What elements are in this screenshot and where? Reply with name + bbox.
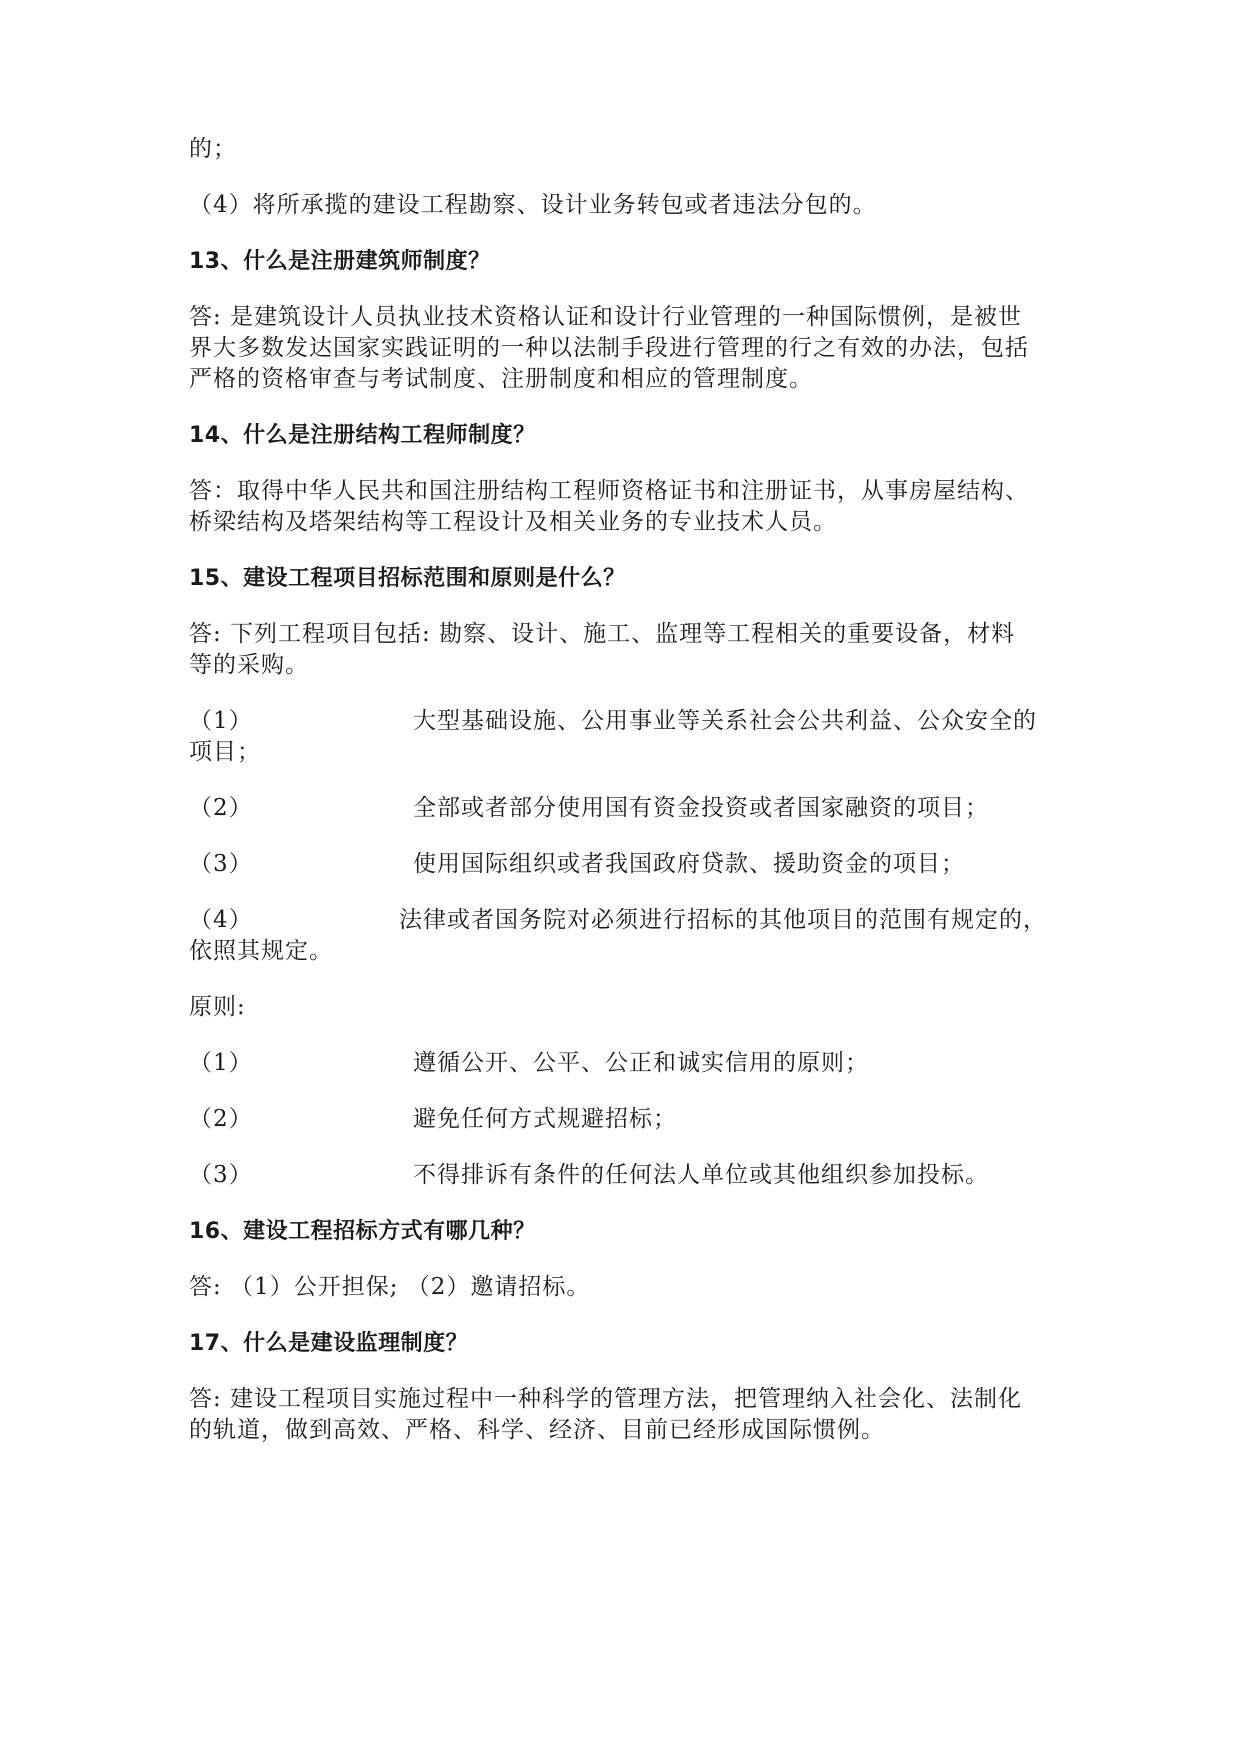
list-item-text: 不得排诉有条件的任何法人单位或其他组织参加投标。 bbox=[413, 1162, 989, 1188]
text-line: 项目； bbox=[189, 739, 261, 765]
list-number: （2） bbox=[189, 795, 253, 821]
list-item-text: 法律或者国务院对必须进行招标的其他项目的范围有规定的， bbox=[399, 907, 1047, 933]
text-line: 原则: bbox=[189, 994, 246, 1020]
list-number: （4） bbox=[189, 907, 253, 933]
list-number: （1） bbox=[189, 1050, 253, 1076]
list-item-text: 遵循公开、公平、公正和诚实信用的原则； bbox=[413, 1050, 869, 1076]
text-line: 的轨道，做到高效、严格、科学、经济、目前已经形成国际惯例。 bbox=[189, 1417, 885, 1443]
question-14-heading: 14、什么是注册结构工程师制度？ bbox=[189, 423, 536, 448]
list-number: （2） bbox=[189, 1106, 253, 1132]
list-item-text: 大型基础设施、公用事业等关系社会公共利益、公众安全的 bbox=[413, 708, 1037, 734]
question-13-heading: 13、什么是注册建筑师制度？ bbox=[189, 249, 491, 274]
text-line: （4）将所承揽的建设工程勘察、设计业务转包或者违法分包的。 bbox=[189, 192, 877, 218]
text-line: 答：取得中华人民共和国注册结构工程师资格证书和注册证书，从事房屋结构、 bbox=[189, 478, 1029, 504]
list-item-text: 避免任何方式规避招标； bbox=[413, 1106, 677, 1132]
text-line: 答: （1）公开担保; （2）邀请招标。 bbox=[189, 1274, 591, 1300]
text-line: 严格的资格审查与考试制度、注册制度和相应的管理制度。 bbox=[189, 366, 813, 392]
question-16-heading: 16、建设工程招标方式有哪几种？ bbox=[189, 1219, 536, 1244]
text-line: 界大多数发达国家实践证明的一种以法制手段进行管理的行之有效的办法，包括 bbox=[189, 335, 1029, 361]
list-number: （1） bbox=[189, 708, 253, 734]
text-line: 答: 是建筑设计人员执业技术资格认证和设计行业管理的一种国际惯例，是被世 bbox=[189, 304, 1023, 330]
text-line: 等的采购。 bbox=[189, 652, 309, 678]
text-line: 的； bbox=[189, 136, 237, 162]
text-line: 桥梁结构及塔架结构等工程设计及相关业务的专业技术人员。 bbox=[189, 509, 837, 535]
text-line: 依照其规定。 bbox=[189, 938, 333, 964]
question-15-heading: 15、建设工程项目招标范围和原则是什么？ bbox=[189, 566, 626, 591]
list-number: （3） bbox=[189, 851, 253, 877]
text-line: 答: 下列工程项目包括: 勘察、设计、施工、监理等工程相关的重要设备，材料 bbox=[189, 621, 1016, 647]
list-item-text: 使用国际组织或者我国政府贷款、援助资金的项目； bbox=[413, 851, 965, 877]
list-number: （3） bbox=[189, 1162, 253, 1188]
question-17-heading: 17、什么是建设监理制度？ bbox=[189, 1331, 469, 1356]
list-item-text: 全部或者部分使用国有资金投资或者国家融资的项目； bbox=[413, 795, 989, 821]
text-line: 答: 建设工程项目实施过程中一种科学的管理方法，把管理纳入社会化、法制化 bbox=[189, 1386, 1023, 1412]
